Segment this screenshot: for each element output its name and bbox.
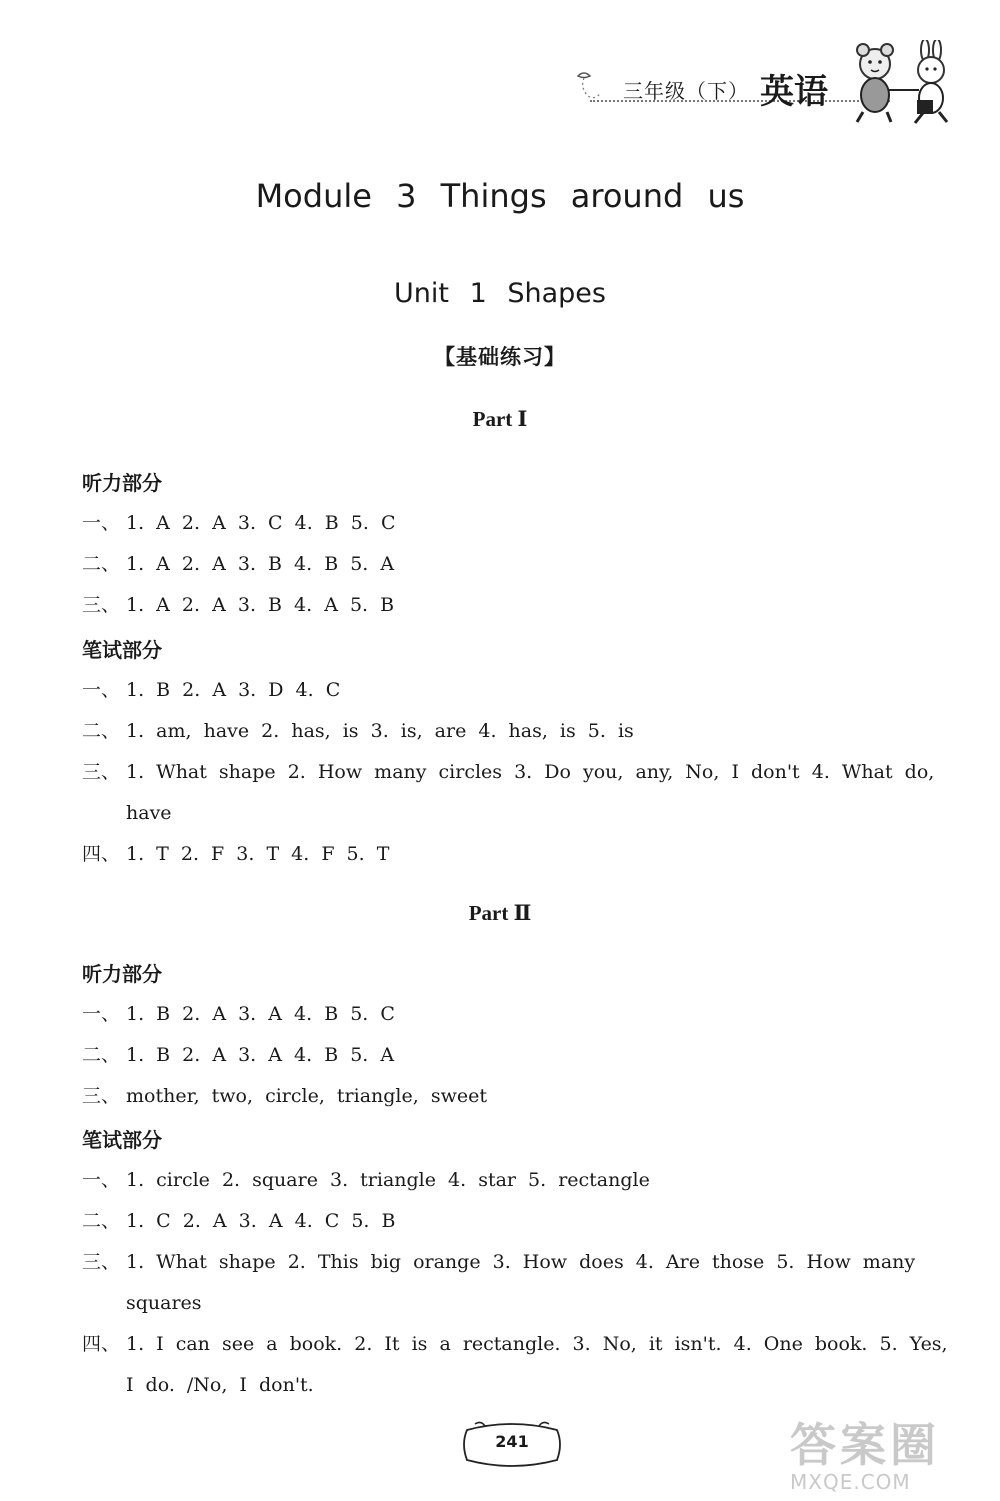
page-number-badge [457, 1420, 567, 1470]
answer-text: mother, two, circle, triangle, sweet [126, 1085, 487, 1107]
listening-heading: 听力部分 [82, 962, 162, 986]
part-2-listening [82, 954, 952, 1117]
section-label: 【基础练习】 [434, 345, 566, 369]
answer-row [82, 1160, 952, 1201]
question-number: 四、 [82, 1333, 121, 1355]
part-1-listening [82, 463, 952, 626]
question-number: 二、 [82, 720, 121, 742]
watermark-line-1: 答案圈 [790, 1418, 940, 1472]
answer-row [82, 1076, 952, 1117]
mascot-bear-rabbit-icon [843, 40, 958, 125]
answer-row [82, 1201, 952, 1242]
question-number: 二、 [82, 553, 121, 575]
answer-text: 1. B 2. A 3. D 4. C [126, 679, 341, 701]
answer-row [82, 1035, 952, 1076]
answer-row [82, 1242, 952, 1324]
listening-heading: 听力部分 [82, 471, 162, 495]
answer-text: 1. T 2. F 3. T 4. F 5. T [126, 843, 390, 865]
question-number: 二、 [82, 1210, 121, 1232]
module-title: Module 3 Things around us [255, 177, 745, 215]
answer-text: 1. B 2. A 3. A 4. B 5. A [126, 1044, 395, 1066]
writing-heading: 笔试部分 [82, 638, 162, 662]
answer-row [82, 711, 952, 752]
page-number: 241 [495, 1432, 529, 1451]
part-1-writing [82, 630, 952, 875]
question-number: 一、 [82, 512, 121, 534]
answer-text: 1. am, have 2. has, is 3. is, are 4. has, is 5. is [126, 720, 634, 742]
answer-row [82, 1324, 952, 1406]
answer-text: 1. C 2. A 3. A 4. C 5. B [126, 1210, 396, 1232]
book-subject: 英语 [760, 72, 828, 112]
question-number: 三、 [82, 594, 121, 616]
answer-text: 1. What shape 2. This big orange 3. How does 4. Are those 5. How many squares [126, 1251, 916, 1314]
part-1-label: Part Ⅰ [472, 407, 528, 431]
answer-row [82, 834, 952, 875]
writing-heading: 笔试部分 [82, 1128, 162, 1152]
answer-text: 1. B 2. A 3. A 4. B 5. C [126, 1003, 395, 1025]
answer-row [82, 670, 952, 711]
answer-text: 1. What shape 2. How many circles 3. Do you, any, No, I don't 4. What do, have [126, 761, 935, 824]
unit-title: Unit 1 Shapes [394, 278, 606, 309]
part-2-writing [82, 1120, 952, 1406]
book-grade: 三年级（下） [623, 79, 749, 103]
answer-row [82, 503, 952, 544]
watermark-line-2: MXQE.COM [790, 1470, 911, 1494]
question-number: 三、 [82, 1251, 121, 1273]
answer-text: 1. I can see a book. 2. It is a rectangle. 3. No, it isn't. 4. One book. 5. Yes, I do. /No, I don't. [126, 1333, 948, 1396]
answer-text: 1. circle 2. square 3. triangle 4. star 5. rectangle [126, 1169, 650, 1191]
answer-text: 1. A 2. A 3. B 4. B 5. A [126, 553, 395, 575]
question-number: 四、 [82, 843, 121, 865]
answer-row [82, 544, 952, 585]
question-number: 二、 [82, 1044, 121, 1066]
page-header [560, 40, 980, 130]
watermark-logo [790, 1420, 990, 1495]
part-2-label: Part Ⅱ [468, 901, 532, 925]
question-number: 一、 [82, 1169, 121, 1191]
answer-text: 1. A 2. A 3. C 4. B 5. C [126, 512, 396, 534]
answer-row [82, 752, 952, 834]
question-number: 一、 [82, 1003, 121, 1025]
answer-text: 1. A 2. A 3. B 4. A 5. B [126, 594, 395, 616]
question-number: 三、 [82, 1085, 121, 1107]
answer-row [82, 585, 952, 626]
question-number: 一、 [82, 679, 121, 701]
answer-row [82, 994, 952, 1035]
question-number: 三、 [82, 761, 121, 783]
